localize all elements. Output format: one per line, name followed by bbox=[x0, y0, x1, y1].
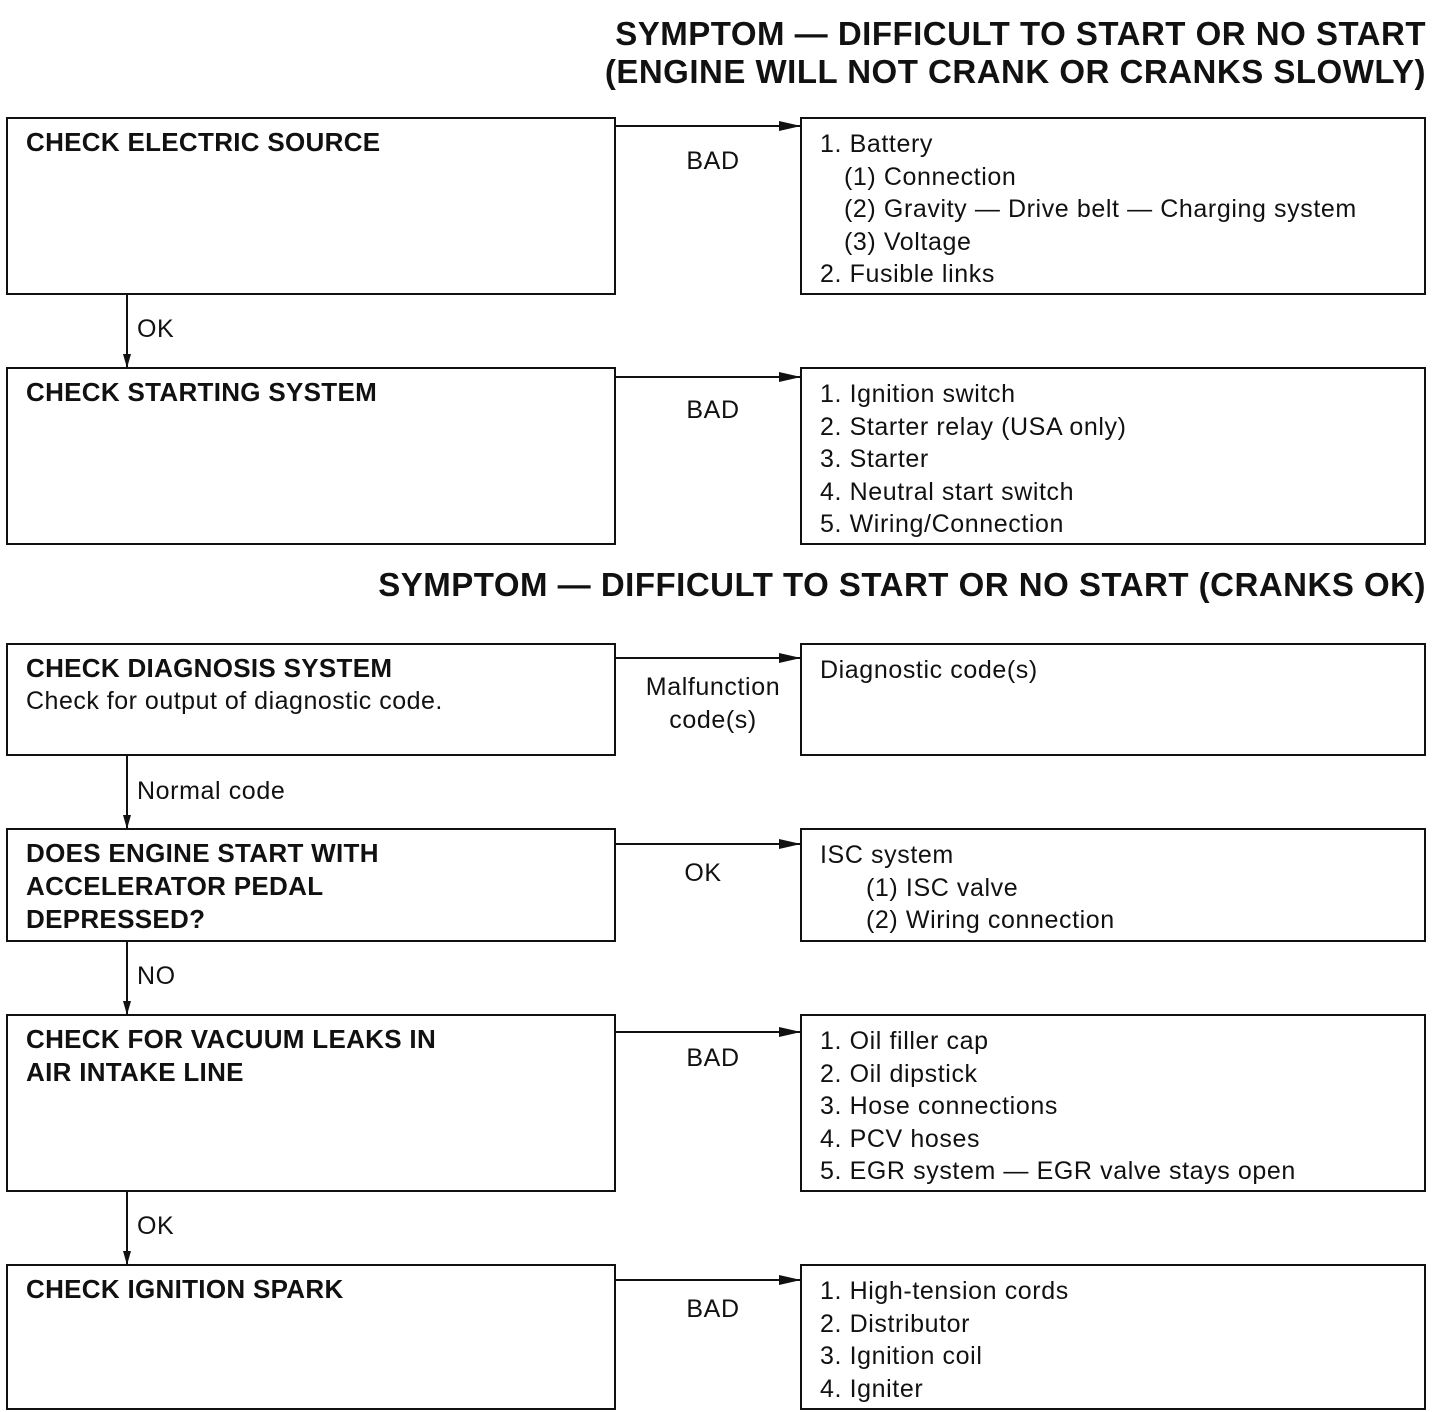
bad-arrow bbox=[616, 1031, 800, 1033]
electric-source-causes-box bbox=[800, 117, 1426, 295]
cause-item: 3. Starter bbox=[820, 445, 929, 473]
normal-code-arrow bbox=[126, 756, 128, 828]
cause-subitem: (3) Voltage bbox=[844, 227, 972, 256]
cause-item: 3. Hose connections bbox=[820, 1092, 1058, 1120]
ok-arrow bbox=[126, 295, 128, 367]
ok-arrow bbox=[616, 843, 800, 845]
branch-label: BAD bbox=[686, 1295, 740, 1323]
branch-label: BAD bbox=[686, 396, 740, 424]
check-vacuum-leaks-box bbox=[6, 1014, 616, 1192]
heading-line-2: (ENGINE WILL NOT CRANK OR CRANKS SLOWLY) bbox=[604, 53, 1426, 90]
bad-arrow bbox=[616, 1279, 800, 1281]
step-title: CHECK FOR VACUUM LEAKS IN bbox=[26, 1024, 437, 1054]
check-starting-system-box bbox=[6, 367, 616, 545]
ignition-spark-causes-box bbox=[800, 1264, 1426, 1410]
no-arrow bbox=[126, 942, 128, 1014]
branch-label-line: code(s) bbox=[669, 706, 757, 734]
cause-subitem: (2) Gravity — Drive belt — Charging system bbox=[844, 195, 1357, 223]
cause-item: Diagnostic code(s) bbox=[820, 656, 1038, 684]
malfunction-arrow bbox=[616, 657, 800, 659]
step-title: CHECK IGNITION SPARK bbox=[26, 1274, 344, 1304]
step-title: CHECK ELECTRIC SOURCE bbox=[26, 127, 381, 157]
cause-item: 2. Oil dipstick bbox=[820, 1059, 978, 1088]
bad-arrow bbox=[616, 125, 800, 127]
flow-label: OK bbox=[137, 315, 175, 343]
cause-item: 4. Igniter bbox=[820, 1374, 924, 1403]
cause-item: 1. Ignition switch bbox=[820, 380, 1016, 408]
step-title: DOES ENGINE START WITH bbox=[26, 838, 379, 868]
step-subtitle: Check for output of diagnostic code. bbox=[26, 687, 443, 715]
cause-item: 3. Ignition coil bbox=[820, 1342, 983, 1370]
cause-item: 1. Battery bbox=[820, 130, 933, 158]
cause-subitem: (1) Connection bbox=[844, 162, 1017, 191]
vacuum-leak-causes-box bbox=[800, 1014, 1426, 1192]
branch-label bbox=[625, 671, 801, 737]
cause-item: 5. EGR system — EGR valve stays open bbox=[820, 1157, 1296, 1185]
cause-item: 4. PCV hoses bbox=[820, 1124, 981, 1153]
branch-label-line: Malfunction bbox=[645, 673, 781, 701]
cause-item: 2. Starter relay (USA only) bbox=[820, 412, 1127, 441]
flow-label: OK bbox=[137, 1212, 175, 1240]
check-ignition-spark-box bbox=[6, 1264, 616, 1410]
bad-arrow bbox=[616, 376, 800, 378]
step-title: CHECK DIAGNOSIS SYSTEM bbox=[26, 653, 393, 683]
step-title: CHECK STARTING SYSTEM bbox=[26, 377, 378, 407]
cause-item: 1. Oil filler cap bbox=[820, 1027, 989, 1055]
flow-label: Normal code bbox=[137, 777, 286, 805]
step-title: AIR INTAKE LINE bbox=[26, 1057, 244, 1087]
cause-item: 5. Wiring/Connection bbox=[820, 510, 1065, 538]
branch-label: BAD bbox=[686, 1044, 740, 1072]
cause-item: 2. Fusible links bbox=[820, 260, 995, 288]
ok-arrow bbox=[126, 1192, 128, 1264]
cause-subitem: (1) ISC valve bbox=[866, 873, 1019, 902]
check-diagnosis-system-box bbox=[6, 643, 616, 756]
cause-item: 4. Neutral start switch bbox=[820, 477, 1075, 506]
branch-label: BAD bbox=[686, 147, 740, 175]
branch-label: OK bbox=[684, 859, 722, 887]
isc-system-box bbox=[800, 828, 1426, 942]
symptom-heading-cranks-ok: SYMPTOM — DIFFICULT TO START OR NO START (CRANKS OK) bbox=[378, 566, 1426, 603]
flow-label: NO bbox=[137, 962, 176, 990]
cause-subitem: (2) Wiring connection bbox=[866, 906, 1115, 934]
cause-item: ISC system bbox=[820, 841, 954, 869]
cause-item: 2. Distributor bbox=[820, 1309, 971, 1338]
symptom-heading-no-crank bbox=[605, 15, 1426, 91]
starting-system-causes-box bbox=[800, 367, 1426, 545]
diagnostic-codes-box bbox=[800, 643, 1426, 756]
engine-start-question-box bbox=[6, 828, 616, 942]
check-electric-source-box bbox=[6, 117, 616, 295]
step-title: DEPRESSED? bbox=[26, 904, 206, 934]
heading-line-1: SYMPTOM — DIFFICULT TO START OR NO START bbox=[615, 15, 1426, 52]
step-title: ACCELERATOR PEDAL bbox=[26, 871, 324, 901]
cause-item: 1. High-tension cords bbox=[820, 1277, 1069, 1305]
